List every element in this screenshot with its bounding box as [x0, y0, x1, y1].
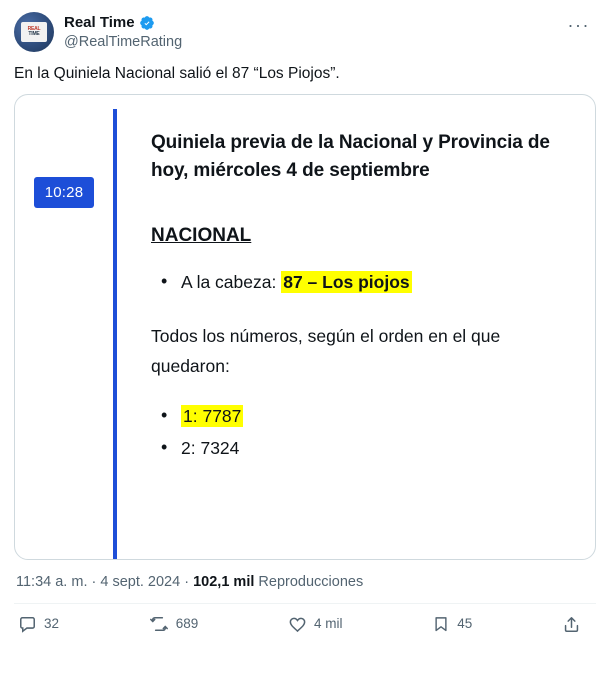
bookmark-icon [432, 615, 450, 633]
bullet-text-2: 2: 7324 [181, 438, 240, 458]
account-names [64, 12, 182, 52]
article-title: Quiniela previa de la Nacional y Provincia de hoy, miércoles 4 de septiembre [151, 132, 550, 181]
article-bullets-top [151, 269, 569, 295]
tweet-meta [14, 560, 596, 592]
reply-count: 32 [44, 616, 60, 631]
meta-date: 4 sept. 2024 [100, 574, 181, 590]
bullet-text-1: 1: 7787 [183, 406, 242, 426]
avatar-logo-line1: REAL [27, 26, 41, 32]
share-icon [562, 615, 581, 634]
article-content [117, 95, 595, 559]
share-button[interactable] [562, 615, 588, 634]
avatar[interactable] [14, 12, 54, 52]
list-item [151, 435, 569, 461]
account-handle[interactable]: @RealTimeRating [64, 34, 183, 50]
display-name[interactable]: Real Time [64, 14, 135, 31]
verified-badge-icon [139, 15, 155, 31]
article-bullets-bottom [151, 403, 569, 461]
bookmark-button[interactable] [432, 615, 472, 633]
article-card-left [15, 95, 113, 559]
more-options-icon[interactable]: ··· [567, 15, 590, 35]
meta-views-label: Reproducciones [258, 574, 364, 590]
meta-sep-2: · [184, 574, 190, 590]
tweet-text: En la Quiniela Nacional salió el 87 “Los Piojos”. [14, 65, 340, 82]
heart-icon [288, 615, 307, 634]
reply-icon [18, 615, 37, 634]
meta-time: 11:34 a. m. [16, 574, 88, 590]
like-count: 4 mil [314, 616, 343, 631]
bookmark-count: 45 [457, 616, 473, 631]
bullet-prefix: A la cabeza: [181, 272, 282, 292]
avatar-logo-line2: TIME [28, 31, 40, 37]
bullet-highlight: 87 – Los piojos [283, 272, 410, 292]
list-item [151, 269, 569, 295]
article-paragraph: Todos los números, según el orden en el que quedaron: [151, 326, 501, 376]
reply-button[interactable] [18, 615, 59, 634]
tweet-header [14, 12, 596, 52]
article-section-heading: NACIONAL [151, 225, 252, 246]
like-button[interactable] [288, 615, 343, 634]
meta-sep-1: · [91, 574, 97, 590]
retweet-icon [149, 614, 169, 634]
avatar-logo [21, 22, 47, 42]
action-bar [14, 604, 596, 634]
article-card-inner [15, 95, 595, 559]
list-item [151, 403, 569, 429]
article-card[interactable] [14, 94, 596, 560]
retweet-button[interactable] [149, 614, 199, 634]
retweet-count: 689 [175, 616, 199, 631]
meta-views-count: 102,1 mil [193, 574, 255, 590]
timestamp-badge: 10:28 [34, 177, 95, 208]
display-name-row [64, 13, 182, 32]
